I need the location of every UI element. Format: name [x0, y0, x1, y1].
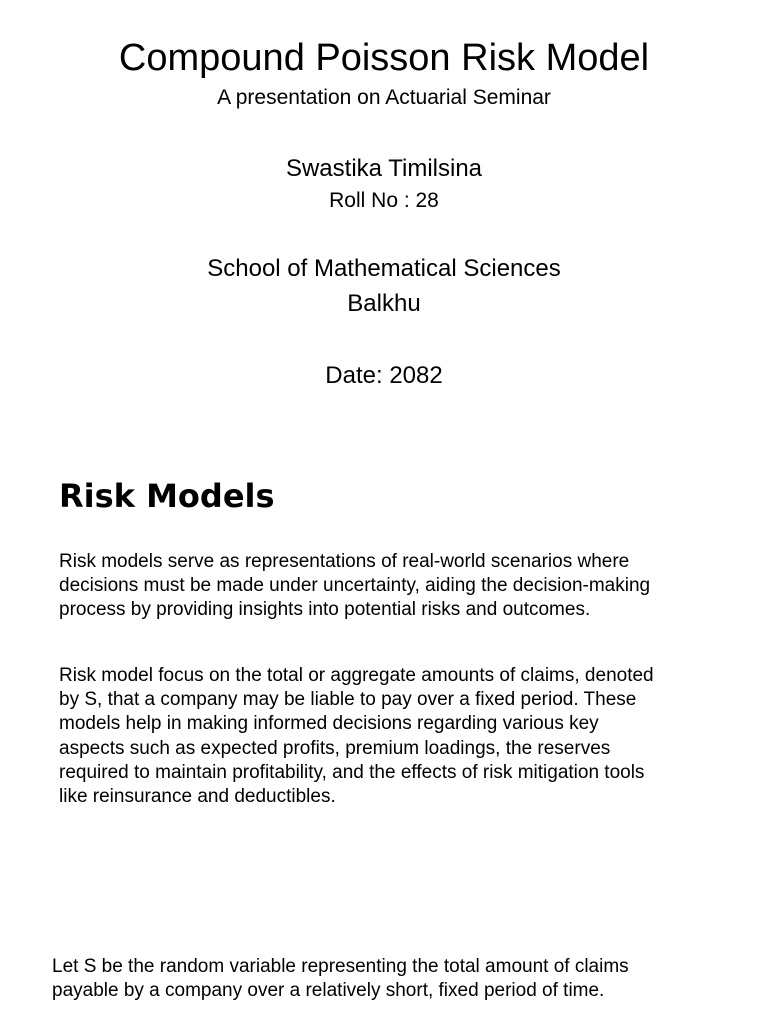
paragraph-line: by S, that a company may be liable to pay over a fixed period. These [59, 689, 637, 711]
paragraph-line: models help in making informed decisions regarding various key [59, 713, 599, 735]
paragraph-line: required to maintain profitability, and the effects of risk mitigation tools [59, 761, 645, 783]
paragraph-line: payable by a company over a relatively short, fixed period of time. [52, 980, 605, 1002]
main-title: Compound Poisson Risk Model [118, 37, 650, 79]
presentation-date: Date: 2082 [325, 362, 443, 389]
paragraph-line: Risk models serve as representations of real-world scenarios where [59, 551, 630, 572]
school-name: School of Mathematical Sciences [207, 255, 561, 282]
paragraph-line: Risk model focus on the total or aggregate amounts of claims, denoted [59, 665, 654, 686]
subtitle: A presentation on Actuarial Seminar [217, 86, 551, 109]
school-location: Balkhu [347, 290, 421, 317]
paragraph-line: aspects such as expected profits, premium loadings, the reserves [59, 737, 611, 759]
paragraph-line: Let S be the random variable representing the total amount of claims [52, 956, 629, 977]
risk-models-paragraph-1 [59, 550, 719, 623]
definition-paragraph [52, 955, 732, 1003]
author-name: Swastika Timilsina [285, 155, 483, 182]
paragraph-line: like reinsurance and deductibles. [59, 786, 336, 808]
paragraph-line: process by providing insights into potential risks and outcomes. [59, 599, 591, 621]
paragraph-line: decisions must be made under uncertainty, aiding the decision-making [59, 575, 651, 597]
section-heading-risk-models: Risk Models [59, 477, 275, 515]
risk-models-paragraph-2 [59, 664, 719, 809]
roll-number: Roll No : 28 [329, 189, 439, 212]
